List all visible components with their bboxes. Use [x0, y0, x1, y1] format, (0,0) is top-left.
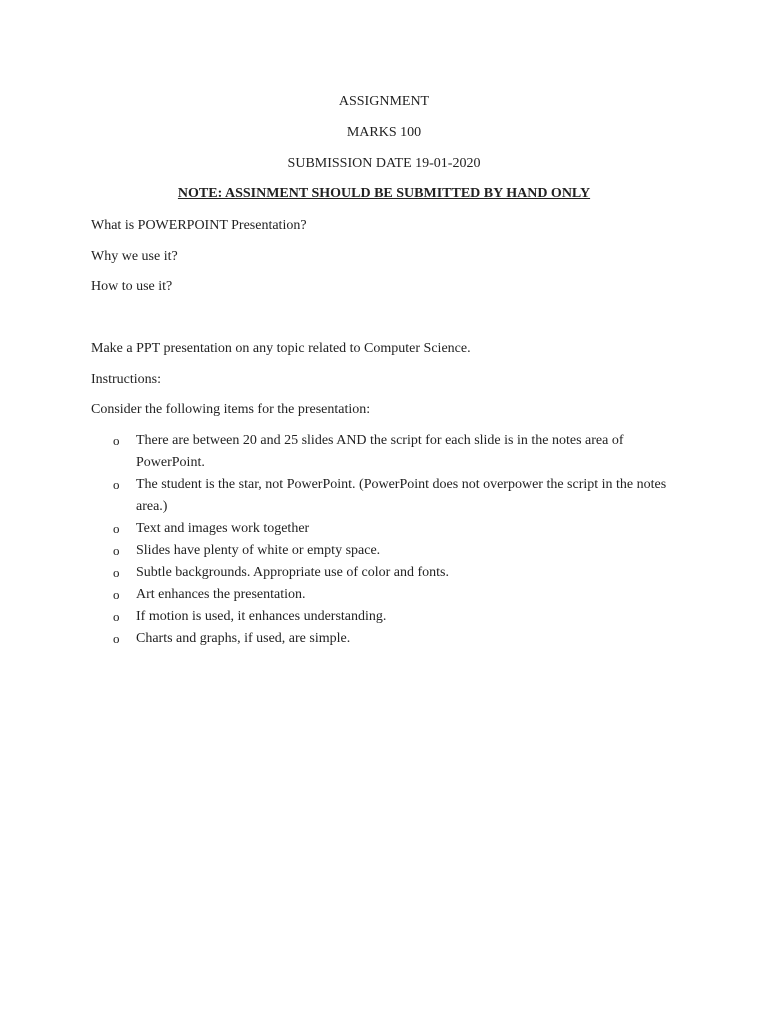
list-item-text: There are between 20 and 25 slides AND the script for each slide is in the notes area of PowerPoint.	[136, 433, 624, 470]
bullet-marker: o	[113, 521, 120, 536]
list-item-text: Subtle backgrounds. Appropriate use of color and fonts.	[136, 565, 449, 580]
bullet-marker: o	[113, 565, 120, 580]
marks-line: MARKS 100	[346, 125, 422, 140]
bullet-marker: o	[113, 631, 120, 646]
list-item-text: The student is the star, not PowerPoint. (PowerPoint does not overpower the script in the notes area.)	[136, 477, 667, 514]
list-item-text: If motion is used, it enhances understanding.	[136, 609, 387, 624]
instructions-label: Instructions:	[91, 372, 161, 387]
bullet-marker: o	[113, 477, 120, 492]
instructions-list	[0, 430, 768, 650]
submission-note: NOTE: ASSINMENT SHOULD BE SUBMITTED BY HAND ONLY	[177, 186, 591, 201]
list-item	[0, 606, 676, 628]
list-item-text: Text and images work together	[136, 521, 310, 536]
submission-date: SUBMISSION DATE 19-01-2020	[287, 156, 481, 171]
list-item	[0, 540, 676, 562]
bullet-marker: o	[113, 433, 120, 448]
list-item-text: Art enhances the presentation.	[136, 587, 306, 602]
list-item	[0, 562, 676, 584]
list-item	[0, 430, 676, 474]
task-text: Make a PPT presentation on any topic related to Computer Science.	[91, 341, 471, 356]
bullet-marker: o	[113, 609, 120, 624]
list-item	[0, 628, 676, 650]
list-item	[0, 518, 676, 540]
question-2: Why we use it?	[91, 249, 178, 264]
assignment-title: ASSIGNMENT	[338, 94, 430, 109]
question-3: How to use it?	[91, 279, 173, 294]
question-1: What is POWERPOINT Presentation?	[91, 218, 307, 233]
list-item	[0, 584, 676, 606]
list-item-text: Slides have plenty of white or empty space.	[136, 543, 381, 558]
bullet-marker: o	[113, 587, 120, 602]
consider-text: Consider the following items for the presentation:	[91, 402, 371, 417]
list-item-text: Charts and graphs, if used, are simple.	[136, 631, 351, 646]
bullet-marker: o	[113, 543, 120, 558]
list-item	[0, 474, 676, 518]
